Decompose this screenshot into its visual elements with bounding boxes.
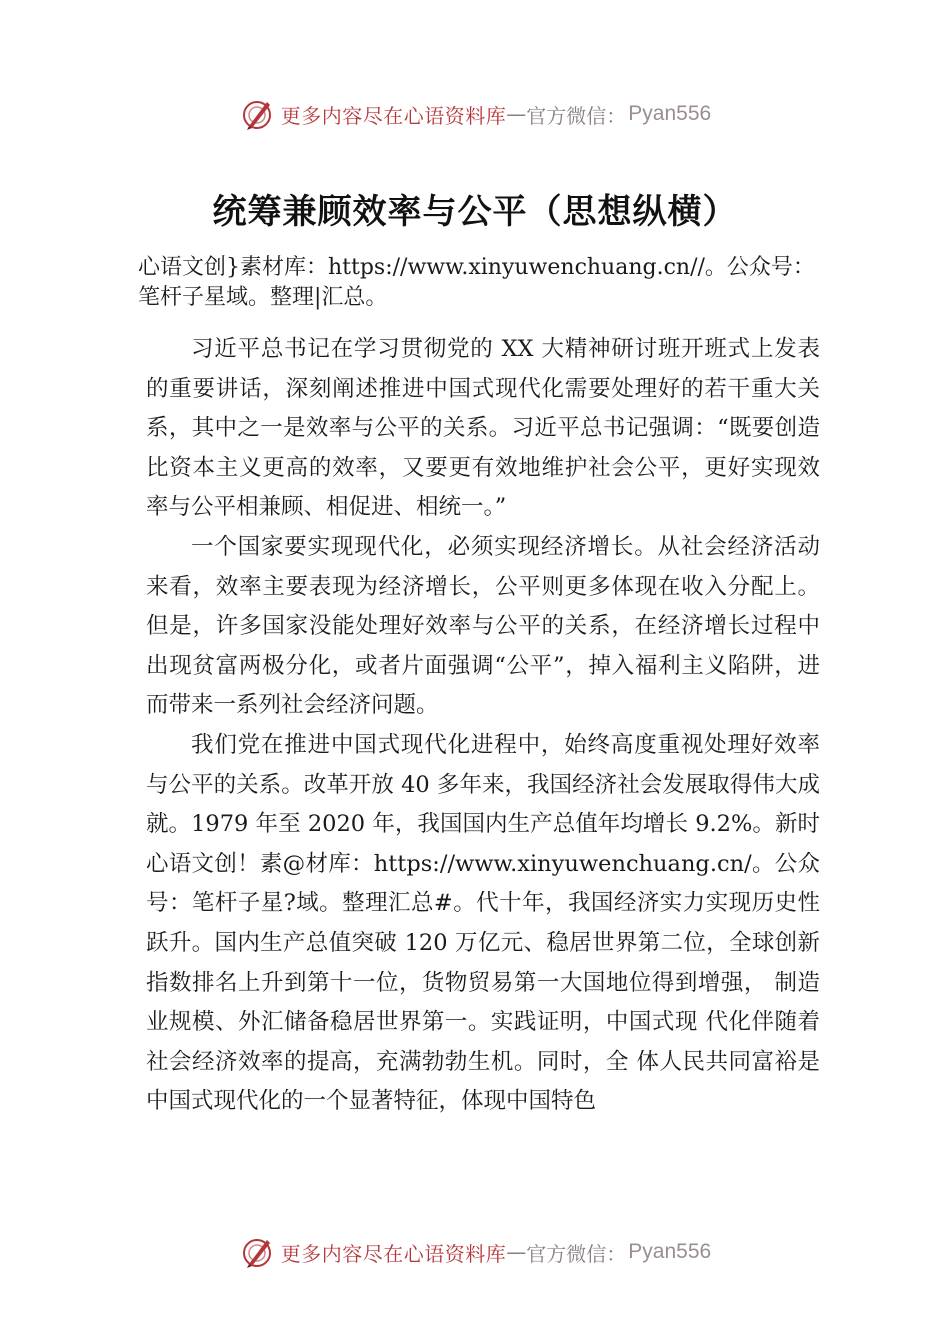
banner-separator: — <box>506 1240 527 1264</box>
banner-text: 更多内容尽在心语资料库 <box>280 103 507 128</box>
banner-label: 官方微信： <box>526 103 627 128</box>
paragraph-1: 习近平总书记在学习贯彻党的 XX 大精神研讨班开班式上发表的重要讲话，深刻阐述推进中国式现代化需要处理好的若干重大关系，其中之一是效率与公平的关系。习近平总书记强调：“既要创造比资本主义更高的效率，又要更有效地维护社会公平，更好实现效率与公平相兼顾、相促进、相统一。” <box>146 336 820 521</box>
banner-label: 官方微信： <box>526 1241 627 1266</box>
paragraph-3: 我们党在推进中国式现代化进程中，始终高度重视处理好效率与公平的关系。改革开放 40 多年来，我国经济社会发展取得伟大成就。1979 年至 2020 年，我国国内生产总值年均增长 9.2%。新时心语文创！素@材库：https://www.xinyuwenchuang.cn/。公众号：笔杆子星?域。整理汇总#。代十年，我国经济实力实现历史性跃升。国内生产总值突破 120 万亿元、稳居世界第二位，全球创新指数排名上升到第十一位，货物贸易第一大国地位得到增强， 制造业规模、外汇储备稳居世界第一。实践证明，中国式现 代化伴随着社会经济效率的提高，充满勃勃生机。同时，全 体人民共同富裕是中国式现代化的一个显著特征，体现中国特色 <box>146 731 820 1115</box>
pen-logo-icon <box>239 96 275 132</box>
footer-banner <box>0 1232 950 1272</box>
banner-wechat-id: Pyan556 <box>628 102 712 125</box>
paragraph-2: 一个国家要实现现代化，必须实现经济增长。从社会经济活动来看，效率主要表现为经济增长，公平则更多体现在收入分配上。但是，许多国家没能处理好效率与公平的关系，在经济增长过程中出现贫富两极分化，或者片面强调“公平”，掉入福利主义陷阱，进而带来一系列社会经济问题。 <box>146 533 820 719</box>
pen-logo-icon <box>239 1234 275 1270</box>
header-banner <box>0 94 950 134</box>
banner-wechat-id: Pyan556 <box>628 1240 712 1263</box>
banner-text: 更多内容尽在心语资料库 <box>280 1241 507 1266</box>
banner-separator: — <box>506 102 527 126</box>
article-body <box>146 330 820 1122</box>
source-note: 心语文创}素材库：https://www.xinyuwenchuang.cn//。公众号：笔杆子星域。整理|汇总。 <box>138 255 815 310</box>
document-title: 统筹兼顾效率与公平（思想纵横） <box>212 192 738 232</box>
